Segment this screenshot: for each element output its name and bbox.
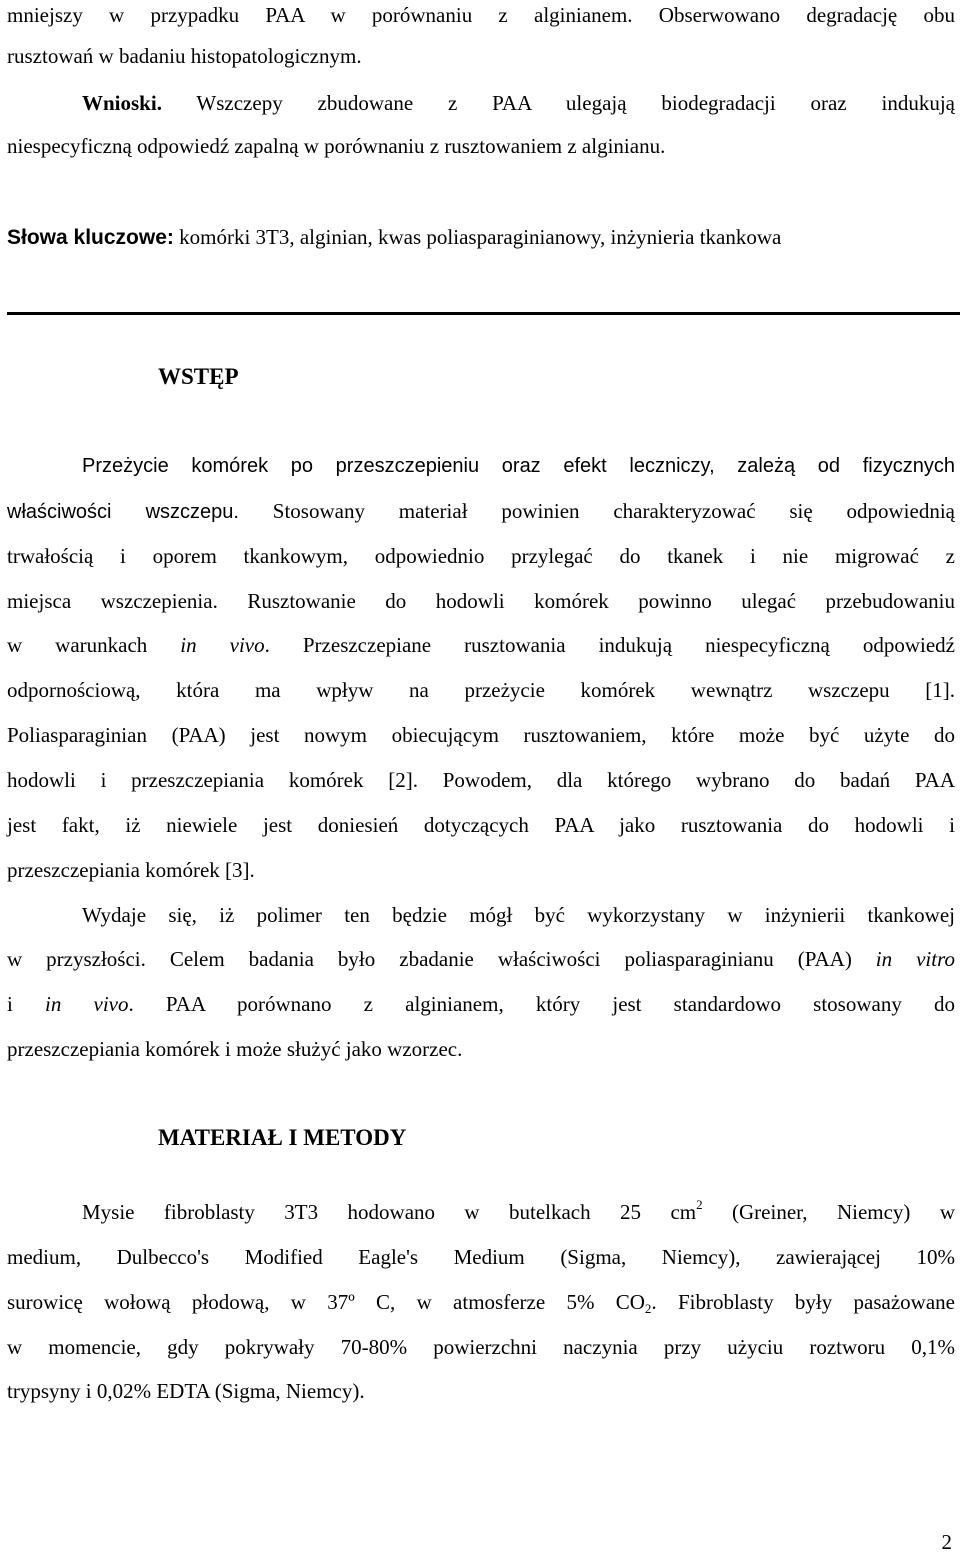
text-line: i in vivo. PAA porównano z alginianem, który jest standardowo stosowany do [7,992,955,1016]
section-divider [7,312,960,315]
text-line: w przyszłości. Celem badania było zbadanie właściwości poliasparaginianu (PAA) in vitro [7,947,955,971]
text-line: mniejszy w przypadku PAA w porównaniu z alginianem. Obserwowano degradację obu [7,3,955,27]
text-line: rusztowań w badaniu histopatologicznym. [7,44,362,68]
keywords-line: Słowa kluczowe: komórki 3T3, alginian, kwas poliasparaginianowy, inżynieria tkankowa [7,225,782,249]
text-line: miejsca wszczepienia. Rusztowanie do hodowli komórek powinno ulegać przebudowaniu [7,589,955,613]
text-line: hodowli i przeszczepiania komórek [2]. Powodem, dla którego wybrano do badań PAA [7,768,955,792]
text-line: jest fakt, iż niewiele jest doniesień dotyczących PAA jako rusztowania do hodowli i [7,813,955,837]
section-heading-methods: MATERIAŁ I METODY [158,1125,407,1150]
text-line: surowicę wołową płodową, w 37º C, w atmosferze 5% $CO_2$. Fibroblasty były pasażowane [7,1290,955,1316]
text-line: Poliasparaginian (PAA) jest nowym obiecującym rusztowaniem, które może być użyte do [7,723,955,747]
text-line: w warunkach in vivo. Przeszczepiane rusztowania indukują niespecyficzną odpowiedź [7,633,955,657]
text-line: niespecyficzną odpowiedź zapalną w porównaniu z rusztowaniem z alginianu. [7,134,666,158]
text-line: Przeżycie komórek po przeszczepieniu oraz efekt leczniczy, zależą od fizycznych [82,455,955,477]
text-line: Mysie fibroblasty 3T3 hodowano w butelkach 25 $cm^2$ (Greiner, Niemcy) w [82,1197,955,1224]
keywords-label: Słowa kluczowe: [7,226,174,249]
text-line: w momencie, gdy pokrywały 70-80% powierzchni naczynia przy użyciu roztworu 0,1% [7,1335,955,1359]
text-line: przeszczepiania komórek [3]. [7,858,255,882]
conclusions-line: Wnioski. Wszczepy zbudowane z PAA ulegają biodegradacji oraz indukują [82,91,955,115]
text-line: Wydaje się, iż polimer ten będzie mógł być wykorzystany w inżynierii tkankowej [82,903,955,927]
text-line: medium, Dulbecco's Modified Eagle's Medium (Sigma, Niemcy), zawierającej 10% [7,1245,955,1269]
page-number: 2 [941,1530,952,1554]
text-line: trypsyny i 0,02% EDTA (Sigma, Niemcy). [7,1379,365,1403]
conclusions-label: Wnioski. [82,91,162,115]
text-line: trwałością i oporem tkankowym, odpowiednio przylegać do tkanek i nie migrować z [7,544,955,568]
section-heading-intro: WSTĘP [158,364,239,389]
text-line: właściwości wszczepu. Stosowany materiał powinien charakteryzować się odpowiednią [7,499,955,523]
text-line: przeszczepiania komórek i może służyć jako wzorzec. [7,1037,463,1061]
text-line: odpornościową, która ma wpływ na przeżycie komórek wewnątrz wszczepu [1]. [7,678,955,702]
